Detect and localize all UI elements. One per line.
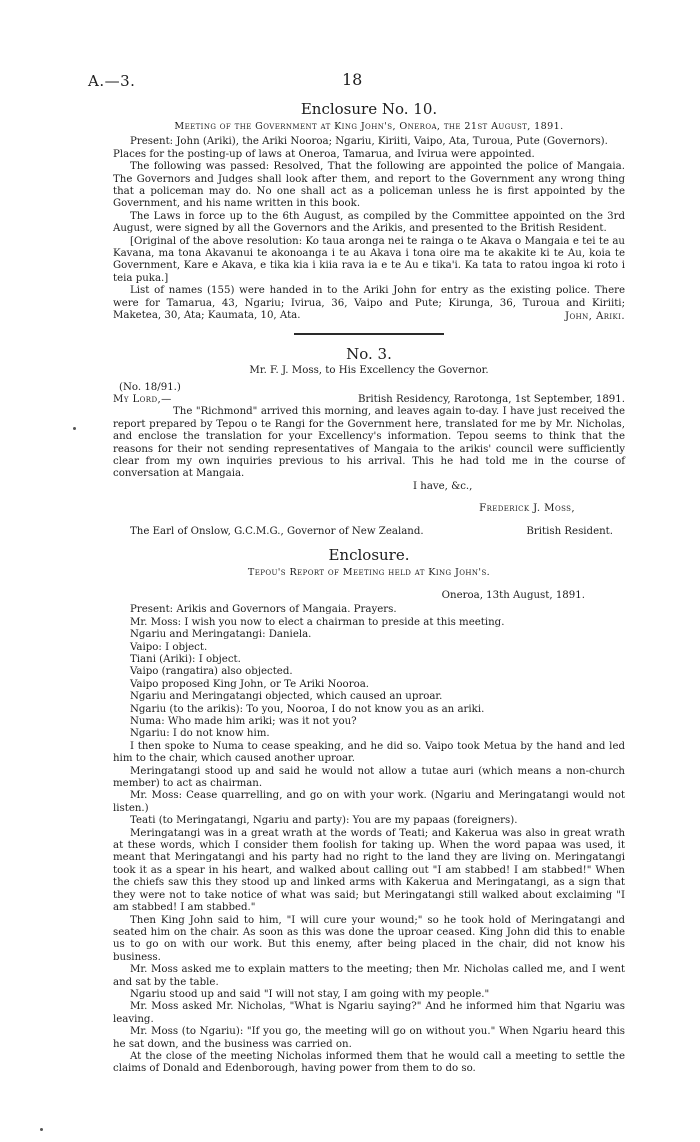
laws-posting-paragraph: Places for the posting-up of laws at Oneroa, Tamarua, and Ivirua were appointed. bbox=[113, 148, 535, 160]
report-lines bbox=[113, 604, 625, 1075]
report-line: Ngariu and Meringatangi: Daniela. bbox=[130, 629, 312, 641]
report-line: Vaipo: I object. bbox=[130, 641, 208, 653]
addressee: The Earl of Onslow, G.C.M.G., Governor of New Zealand. bbox=[130, 525, 424, 537]
report-line: At the close of the meeting Nicholas informed them that he would call a meeting to settle the claims of Donald and Edenborough, having power from them to do so. bbox=[113, 1050, 625, 1075]
letter-dateline: British Residency, Rarotonga, 1st September, 1891. bbox=[357, 393, 625, 405]
enclosure-heading: Enclosure. bbox=[328, 546, 410, 565]
report-line: Mr. Moss (to Ngariu): "If you go, the meeting will go on without you." When Ngariu heard this he sat down, and the business was carried on. bbox=[113, 1026, 625, 1050]
report-line: Numa: Who made him ariki; was it not you? bbox=[130, 716, 357, 727]
laws-in-force-paragraph: The Laws in force up to the 6th August, as compiled by the Committee appointed on the 3rd August, were signed by all the Governors and the Arikis, and presented to the British Resident. bbox=[113, 210, 625, 235]
report-line: Mr. Moss: Cease quarrelling, and go on with your work. (Ngariu and Meringatangi would not listen.) bbox=[113, 790, 625, 814]
page-body bbox=[113, 96, 625, 1076]
resolution-paragraph: The following was passed: Resolved, That the following are appointed the police of Mangaia. The Governors and Judges shall look after them, and report to the Government any wrong thing that a policeman may do. No one shall act as a policeman unless he is first appointed by the Government, and his name written in this book. bbox=[113, 161, 625, 210]
document-code: A.—3. bbox=[88, 72, 136, 90]
page-number: 18 bbox=[342, 70, 363, 89]
salutation-row bbox=[113, 394, 625, 406]
scan-speck bbox=[40, 1128, 43, 1131]
report-line: Ngariu: I do not know him. bbox=[130, 728, 270, 740]
report-line: Vaipo proposed King John, or Te Ariki Nooroa. bbox=[130, 678, 370, 690]
report-line: Meringatangi was in a great wrath at the words of Teati; and Kakerua was also in great wrath at these words, which I consider them foolish for taking up. When the word papaa was used, it meant that Meringatangi and his party had no right to the land they are living on. Meringatangi took it as a spear in his heart, and walked about calling out "I am stabbed! I am stabbed!" When the chiefs saw this they stood up and linked arms with Kakerua and Meringatangi, as a sign that they were not to take notice of what was said; but Meringatangi still walked about exclaiming "I am stabbed! I am stabbed." bbox=[113, 827, 625, 914]
report-line: Teati (to Meringatangi, Ngariu and party): You are my papaas (foreigners). bbox=[130, 815, 518, 827]
original-resolution-paragraph: [Original of the above resolution: Ko taua aronga nei te rainga o te Akava o Mangaia e tei te au Kavana, ma tona Akavanui te akonoanga i te au Akava i tona oire ma te akakite ki te Au, koia te Government, Kare e Akava, e tika kia i kiia rava ia e te Au e tika'i. Ka tata to ratou ingoa ki roto i teia puka.] bbox=[113, 235, 625, 284]
report-line: Ngariu stood up and said "I will not stay, I am going with my people." bbox=[130, 988, 490, 1000]
report-line: Ngariu (to the arikis): To you, Nooroa, I do not know you as an ariki. bbox=[130, 703, 485, 715]
report-line: I then spoke to Numa to cease speaking, and he did so. Vaipo took Metua by the hand and led him to the chair, which caused another uproar. bbox=[113, 740, 625, 765]
signatory-title: British Resident. bbox=[526, 525, 613, 537]
present-line: Present: John (Ariki), the Ariki Nooroa; Ngariu, Kiriiti, Vaipo, Ata, Turoua, Pute (Governors). bbox=[130, 136, 608, 148]
report-title: Tepou's Report of Meeting held at King John's. bbox=[247, 567, 491, 579]
john-ariki-signature: John, Ariki. bbox=[565, 310, 625, 322]
report-line: Vaipo (rangatira) also objected. bbox=[130, 666, 293, 678]
scan-speck bbox=[73, 427, 76, 430]
enclosure-10-heading: Enclosure No. 10. bbox=[300, 100, 438, 118]
addressee-row bbox=[113, 526, 625, 538]
letter-closing: I have, &c., bbox=[413, 480, 473, 492]
report-line: Ngariu and Meringatangi objected, which caused an uproar. bbox=[130, 691, 443, 703]
meeting-title: Meeting of the Government at King John's, Oneroa, the 21st August, 1891. bbox=[174, 121, 564, 132]
section-divider bbox=[294, 333, 444, 335]
letter-signature: Frederick J. Moss, bbox=[479, 503, 575, 515]
report-line: Present: Arikis and Governors of Mangaia. Prayers. bbox=[130, 604, 397, 616]
police-list-paragraph: List of names (155) were handed in to the Ariki John for entry as the existing police. There were for Tamarua, 43, Ngariu; Ivirua, 36, Vaipo and Pute; Kirunga, 36, Turoua and Kiriiti; Maketea, 30, Ata; Kaumata, 10, Ata. bbox=[113, 285, 625, 322]
report-line: Mr. Moss asked Mr. Nicholas, "What is Ngariu saying?" And he informed him that Ngariu was leaving. bbox=[113, 1001, 625, 1025]
report-line: Mr. Moss: I wish you now to elect a chairman to preside at this meeting. bbox=[130, 616, 505, 628]
letter-body: The "Richmond" arrived this morning, and leaves again to-day. I have just received the report prepared by Tepou o te Rangi for the Government here, translated for me by Mr. Nicholas, and enclose the translation for your Excellency's information. Tepou seems to think that the reasons for their not sending representatives of Mangaia to the arikis' council were sufficiently clear from my own inquiries previous to his arrival. This he had told me in the course of conversation at Mangaia. bbox=[113, 406, 625, 480]
report-line: Meringatangi stood up and said he would not allow a tutae auri (which means a non-church member) to act as chairman. bbox=[113, 765, 625, 790]
report-line: Mr. Moss asked me to explain matters to the meeting; then Mr. Nicholas called me, and I went and sat by the table. bbox=[113, 964, 625, 988]
no-3-heading: No. 3. bbox=[346, 345, 392, 364]
salutation: My Lord,— bbox=[113, 393, 172, 405]
report-line: Tiani (Ariki): I object. bbox=[130, 653, 241, 665]
report-line: Then King John said to him, "I will cure your wound;" so he took hold of Meringatangi and seated him on the chair. As soon as this was done the uproar ceased. King John did this to enable us to go on with our work. But this enemy, after being placed in the chair, did not know his business. bbox=[113, 914, 625, 963]
report-dateline: Oneroa, 13th August, 1891. bbox=[441, 589, 585, 601]
letter-reference: (No. 18/91.) bbox=[119, 381, 181, 393]
letter-subtitle: Mr. F. J. Moss, to His Excellency the Governor. bbox=[249, 365, 489, 377]
